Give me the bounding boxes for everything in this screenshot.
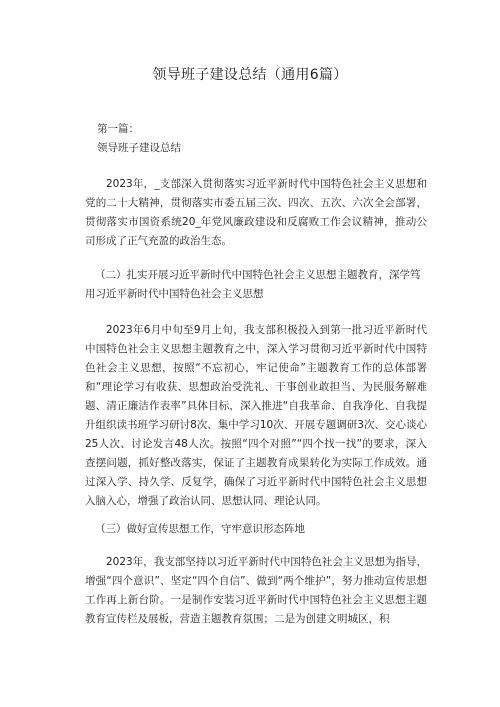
section-heading-3-text: （三）做好宣传思想工作，守牢意识形态阵地 bbox=[95, 523, 305, 535]
section-heading-2 bbox=[85, 266, 427, 304]
part-subtitle: 领导班子建设总结 bbox=[97, 142, 181, 154]
paragraph-1-text: 2023年，_支部深入贯彻落实习近平新时代中国特色社会主义思想和党的二十大精神，贯彻落实市委五届三次、四次、五次、六次全会部署，贯彻落实市国资系统20_年党风廉政建设和反腐败工作会议精神，推动公司形成了正气充盈的政治生态。 bbox=[85, 178, 427, 247]
paragraph-1 bbox=[85, 175, 427, 251]
paragraph-3-text: 2023年，我支部坚持以习近平新时代中国特色社会主义思想为指导，增强“四个意识”、坚定“四个自信”、做到“两个维护”，努力推动宣传思想工作再上新台阶。一是制作安装习近平新时代中国特色社会主义思想主题教育宣传栏及展板，营造主题教育氛围；二是为创建文明城区，积 bbox=[85, 556, 427, 625]
document-title: 领导班子建设总结（通用6篇） bbox=[152, 67, 348, 83]
paragraph-2-text: 2023年6月中旬至9月上旬，我支部积极投入到第一批习近平新时代中国特色社会主义思想主题教育之中，深入学习贯彻习近平新时代中国特色社会主义思想，按照“不忘初心，牢记使命”主题教育工作的总体部署和“理论学习有收获、思想政治受洗礼、干事创业敢担当、为民服务解难题、清正廉洁作表率”具体目标，深入推进“自我革命、自我净化、自我提升组织读书班学习研讨8次、集中学习10次、开展专题调研3次、交心谈心25人次、讨论发言48人次。按照“四个对照”“四个找一找”的要求，深入查摆问题，抓好整改落实，保证了主题教育成果转化为实际工作成效。通过深入学、持久学、反复学，确保了习近平新时代中国特色社会主义思想入脑入心，增强了政治认同、思想认同、理论认同。 bbox=[85, 324, 427, 507]
section-heading-3 bbox=[85, 520, 427, 539]
paragraph-3 bbox=[85, 553, 427, 629]
paragraph-2 bbox=[85, 321, 427, 511]
section-heading-2-text: （二）扎实开展习近平新时代中国特色社会主义思想主题教育，深学笃用习近平新时代中国特色社会主义思想 bbox=[85, 269, 421, 300]
part-label: 第一篇： bbox=[97, 123, 139, 135]
